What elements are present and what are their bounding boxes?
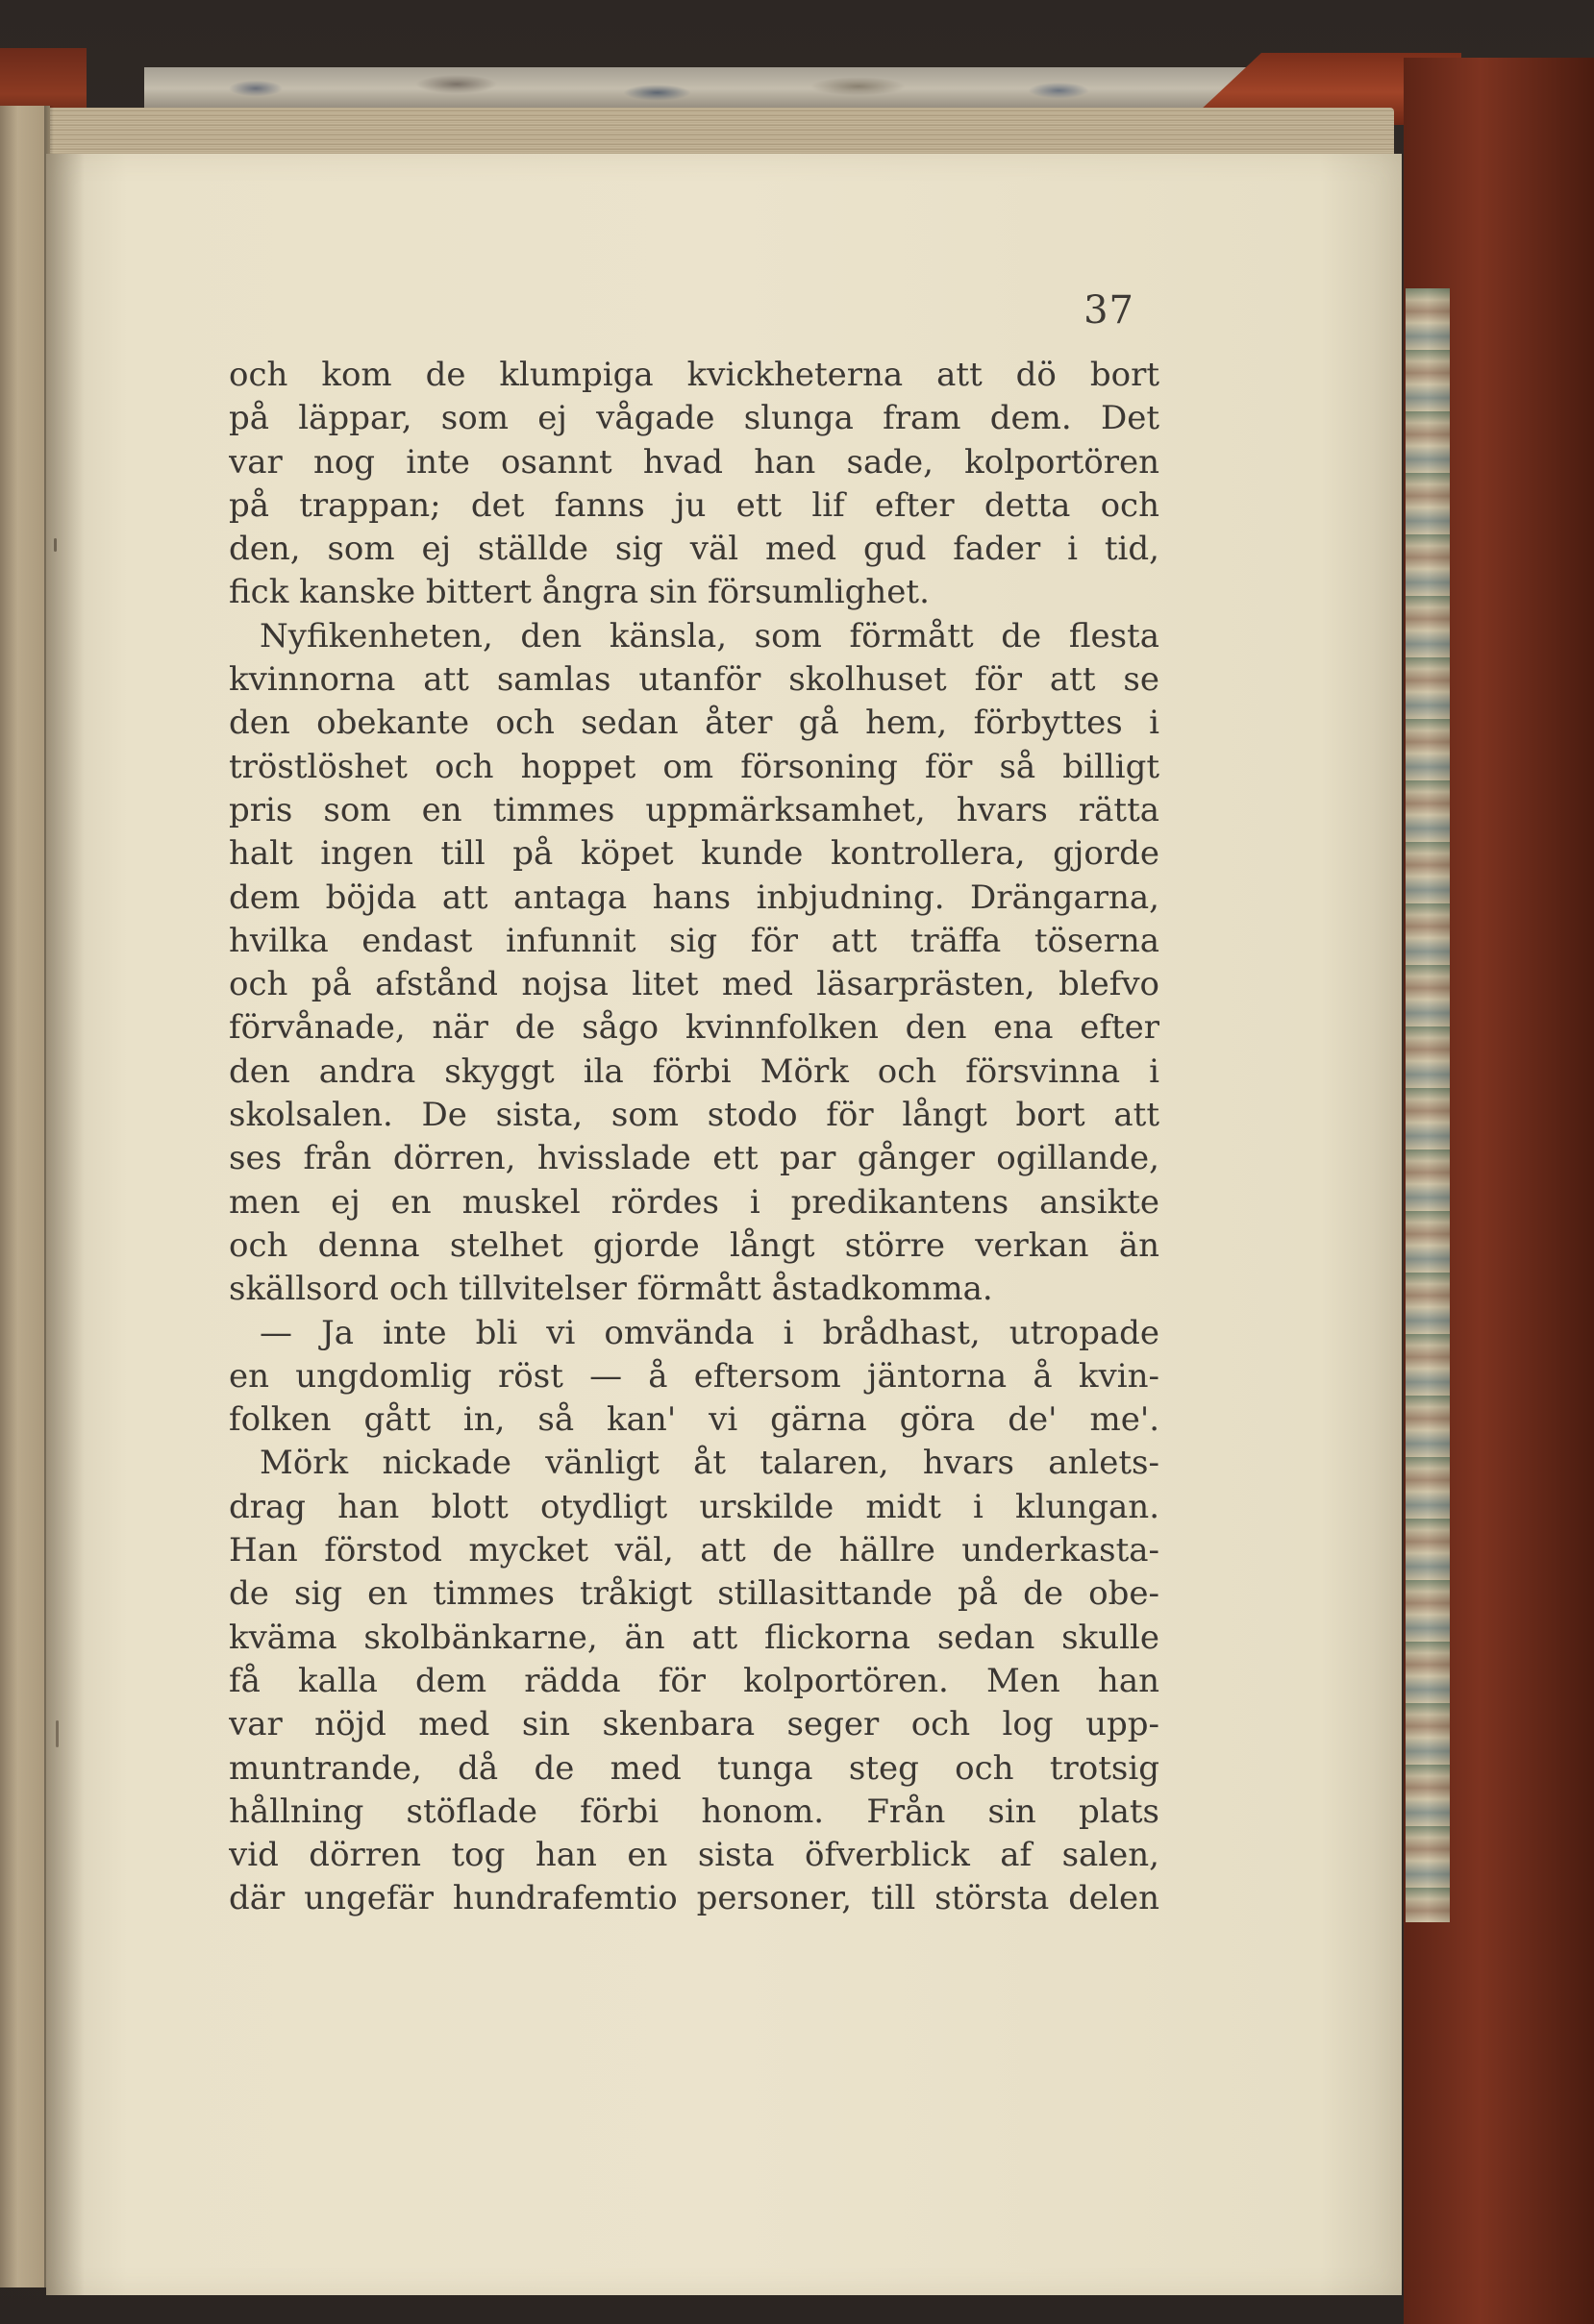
text-line: ses från dörren, hvisslade ett par gånger ogillande, xyxy=(229,1139,1159,1178)
text-line: kvinnorna att samlas utanför skolhuset för att se xyxy=(229,660,1159,700)
text-line: och på afstånd nojsa litet med läsarprästen, blefvo xyxy=(229,965,1159,1004)
text-line: vid dörren tog han en sista öfverblick af salen, xyxy=(229,1836,1159,1875)
marbled-fore-edge xyxy=(1406,288,1450,1922)
text-line: halt ingen till på köpet kunde kontrollera, gjorde xyxy=(229,834,1159,874)
text-line: skolsalen. De sista, som stodo för långt bort att xyxy=(229,1096,1159,1135)
text-line: få kalla dem rädda för kolportören. Men han xyxy=(229,1661,1159,1700)
text-line: den obekante och sedan åter gå hem, förbyttes i xyxy=(229,704,1159,743)
text-line: förvånade, när de sågo kvinnfolken den ena efter xyxy=(229,1008,1159,1048)
text-line: och kom de klumpiga kvickheterna att dö bort xyxy=(229,356,1159,394)
text-line: kväma skolbänkarne, än att flickorna sedan skulle xyxy=(229,1618,1159,1657)
text-line: den andra skyggt ila förbi Mörk och försvinna i xyxy=(229,1051,1159,1091)
text-line: Han förstod mycket väl, att de hällre underkasta- xyxy=(229,1531,1159,1570)
left-page-strip xyxy=(0,106,50,2287)
text-line: Mörk nickade vänligt åt talaren, hvars anlets- xyxy=(260,1444,1159,1483)
margin-mark xyxy=(54,538,57,552)
text-line: på läppar, som ej vågade slunga fram dem. Det xyxy=(229,399,1159,438)
text-line: där ungefär hundrafemtio personer, till största delen xyxy=(229,1879,1159,1918)
text-line: hållning stöflade förbi honom. Från sin plats xyxy=(229,1792,1159,1831)
margin-mark xyxy=(56,1720,59,1747)
marbled-top-edge xyxy=(144,67,1259,110)
text-line: skällsord och tillvitelser förmått åstadkomma. xyxy=(229,1270,993,1309)
text-line: muntrande, då de med tunga steg och trotsig xyxy=(229,1748,1159,1788)
text-line: tröstlöshet och hoppet om försoning för så billigt xyxy=(229,747,1159,786)
text-line: Nyfikenheten, den känsla, som förmått de flesta xyxy=(260,616,1159,655)
text-line: folken gått in, så kan' vi gärna göra de' me'. xyxy=(229,1400,1159,1440)
page-number: 37 xyxy=(1083,288,1134,333)
text-line: dem böjda att antaga hans inbjudning. Drängarna, xyxy=(229,878,1159,917)
text-line: hvilka endast infunnit sig för att träffa töserna xyxy=(229,921,1159,960)
text-line: drag han blott otydligt urskilde midt i klungan. xyxy=(229,1487,1159,1526)
text-line: pris som en timmes uppmärksamhet, hvars rätta xyxy=(229,790,1159,829)
text-line: de sig en timmes tråkigt stillasittande på de obe- xyxy=(229,1574,1159,1614)
text-line: den, som ej ställde sig väl med gud fader i tid, xyxy=(229,530,1159,569)
body-text xyxy=(229,354,1159,1921)
text-line: fick kanske bittert ångra sin försumlighet. xyxy=(229,573,930,612)
text-line: var nog inte osannt hvad han sade, kolportören xyxy=(229,442,1159,482)
text-line: — Ja inte bli vi omvända i brådhast, utropade xyxy=(260,1313,1159,1352)
text-line: och denna stelhet gjorde långt större verkan än xyxy=(229,1225,1159,1265)
text-line: på trappan; det fanns ju ett lif efter detta och xyxy=(229,485,1159,525)
text-line: var nöjd med sin skenbara seger och log upp- xyxy=(229,1705,1159,1744)
text-line: men ej en muskel rördes i predikantens ansikte xyxy=(229,1182,1159,1222)
text-line: en ungdomlig röst — å eftersom jäntorna å kvin- xyxy=(229,1356,1159,1396)
gutter-shadow xyxy=(46,154,85,2295)
